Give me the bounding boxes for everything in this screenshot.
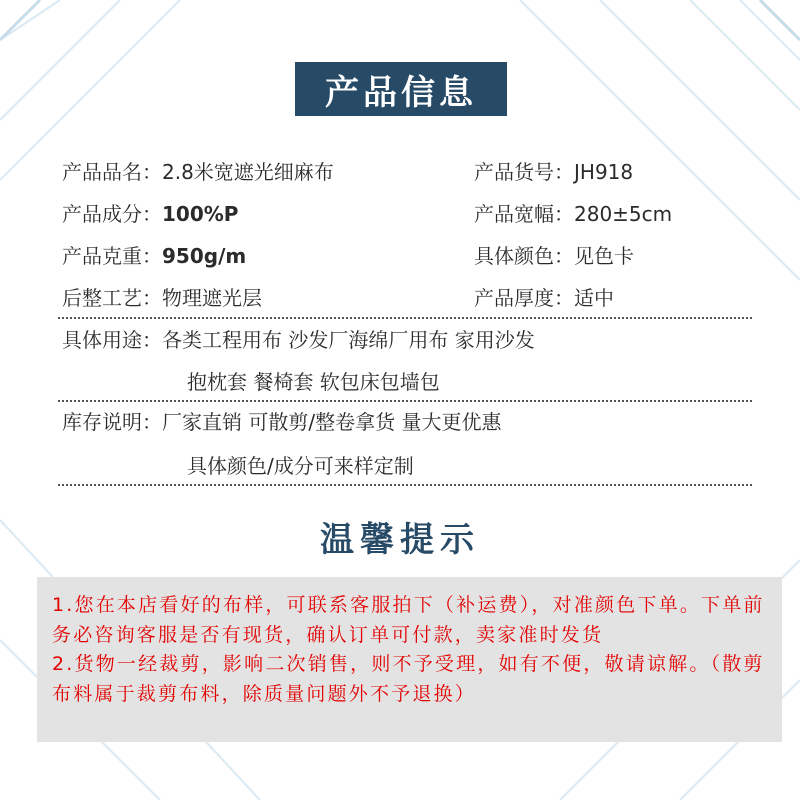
spec-thickness: [474, 286, 614, 310]
spec-name-label: 产品品名：: [62, 160, 162, 184]
spec-weight-value: 950g/m: [162, 244, 247, 268]
notice-item-2: 2.货物一经裁剪，影响二次销售，则不予受理，如有不便，敬请谅解。（散剪布料属于裁剪布料，除质量问题外不予退换）: [52, 653, 765, 705]
spec-width-value: 280±5cm: [574, 202, 673, 226]
usage-label: 具体用途：: [62, 328, 162, 352]
notice-item-1: 1.您在本店看好的布样，可联系客服拍下（补运费），对准颜色下单。下单前务必咨询客服是否有现货，确认订单可付款，卖家准时发货: [52, 594, 765, 646]
spec-sku-label: 产品货号：: [474, 160, 574, 184]
tips-title: 温馨提示: [320, 520, 480, 560]
spec-finish-value: 物理遮光层: [162, 286, 262, 310]
spec-thickness-value: 适中: [574, 286, 614, 310]
spec-color: [474, 244, 634, 268]
spec-composition-value: 100%P: [162, 202, 239, 226]
dotted-divider: [58, 484, 752, 486]
spec-sku-value: JH918: [574, 160, 634, 184]
usage-row: [62, 328, 535, 352]
page-title: 产品信息: [295, 62, 507, 116]
spec-color-value: 见色卡: [574, 244, 634, 268]
spec-width-label: 产品宽幅：: [474, 202, 574, 226]
spec-name: [62, 160, 334, 184]
dotted-divider: [58, 400, 752, 402]
usage-line-1: 各类工程用布 沙发厂海绵厂用布 家用沙发: [162, 328, 535, 352]
spec-finish: [62, 286, 262, 310]
stock-line-2: 具体颜色/成分可来样定制: [187, 454, 414, 478]
spec-weight: [62, 244, 246, 268]
usage-line-2: 抱枕套 餐椅套 软包床包墙包: [187, 370, 440, 394]
stock-row: [62, 410, 501, 434]
spec-thickness-label: 产品厚度：: [474, 286, 574, 310]
spec-sku: [474, 160, 633, 184]
spec-width: [474, 202, 672, 226]
notice-box: [37, 577, 782, 742]
spec-color-label: 具体颜色：: [474, 244, 574, 268]
spec-composition: [62, 202, 238, 226]
stock-line-1: 厂家直销 可散剪/整卷拿货 量大更优惠: [162, 410, 502, 434]
dotted-divider: [58, 317, 752, 319]
spec-name-value: 2.8米宽遮光细麻布: [162, 160, 334, 184]
spec-composition-label: 产品成分：: [62, 202, 162, 226]
stock-label: 库存说明：: [62, 410, 162, 434]
spec-finish-label: 后整工艺：: [62, 286, 162, 310]
spec-weight-label: 产品克重：: [62, 244, 162, 268]
